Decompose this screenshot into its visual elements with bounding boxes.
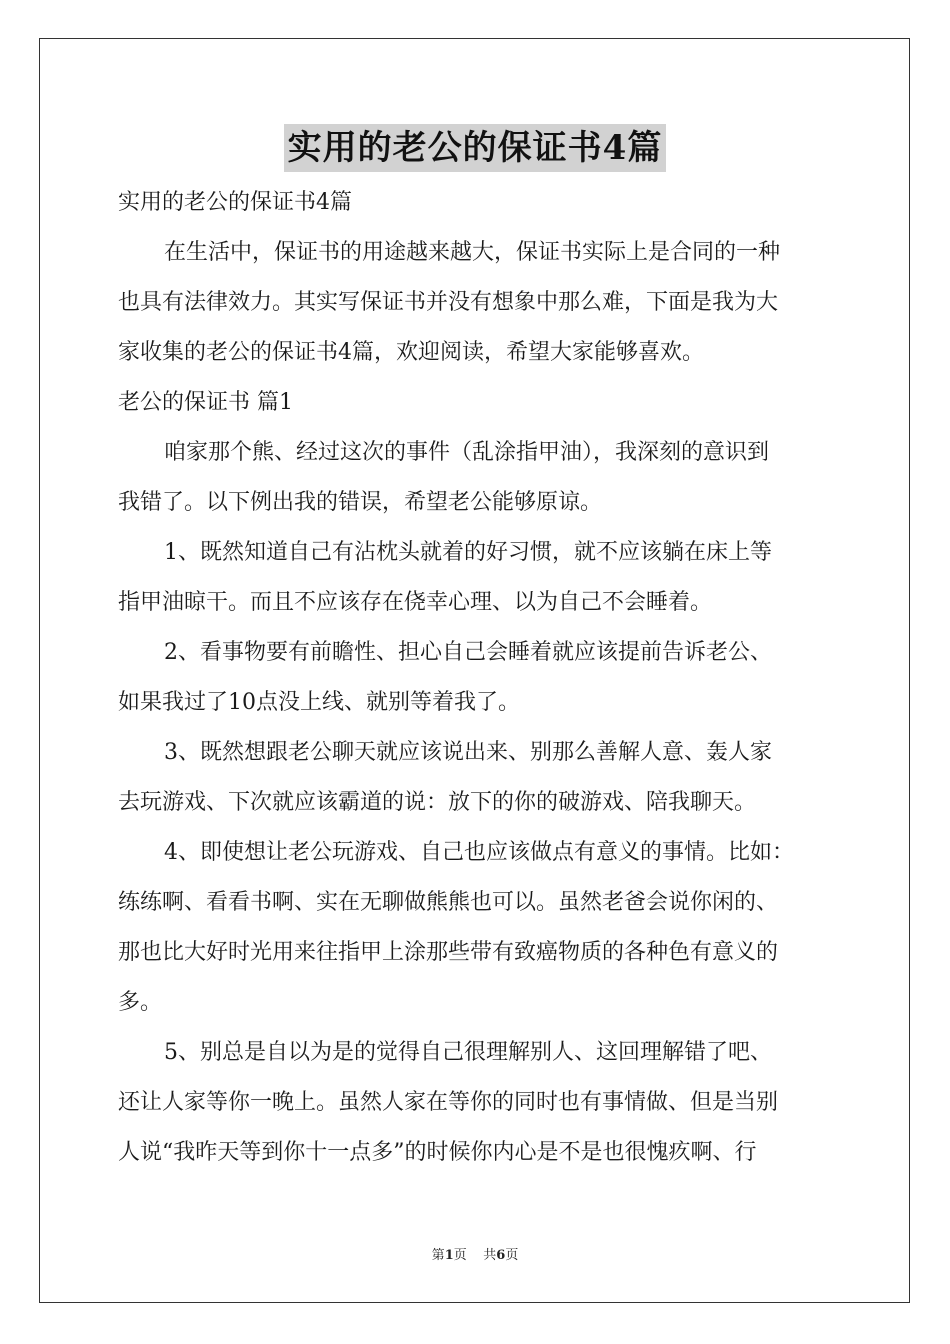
- text-line: 指甲油晾干。而且不应该存在侥幸心理、以为自己不会睡着。: [118, 590, 713, 615]
- footer-mid: 页 共: [453, 1248, 497, 1263]
- text-line: 多。: [118, 990, 163, 1015]
- text-line: 还让人家等你一晚上。虽然人家在等你的同时也有事情做、但是当别: [118, 1090, 779, 1115]
- text-line: 家收集的老公的保证书4篇，欢迎阅读，希望大家能够喜欢。: [118, 340, 704, 365]
- text-line: 咱家那个熊、经过这次的事件（乱涂指甲油），我深刻的意识到: [164, 440, 770, 465]
- document-title: 实用的老公的保证书4篇: [284, 124, 667, 172]
- text-line: 5、别总是自以为是的觉得自己很理解别人、这回理解错了吧、: [164, 1040, 772, 1065]
- text-line: 那也比大好时光用来往指甲上涂那些带有致癌物质的各种色有意义的: [118, 940, 779, 965]
- footer-suffix: 页: [505, 1248, 519, 1263]
- footer-prefix: 第: [431, 1248, 445, 1263]
- text-line: 我错了。以下例出我的错误，希望老公能够原谅。: [118, 490, 603, 515]
- title-area: [0, 124, 950, 172]
- text-line: 人说“我昨天等到你十一点多”的时候你内心是不是也很愧疚啊、行: [118, 1140, 757, 1165]
- total-pages-number: 6: [496, 1248, 506, 1263]
- text-line: 实用的老公的保证书4篇: [118, 190, 352, 215]
- text-line: 也具有法律效力。其实写保证书并没有想象中那么难，下面是我为大: [118, 290, 779, 315]
- page-footer: [0, 1244, 950, 1263]
- document-body: [118, 178, 838, 1178]
- text-line: 4、即使想让老公玩游戏、自己也应该做点有意义的事情。比如：: [164, 840, 794, 865]
- text-line: 2、看事物要有前瞻性、担心自己会睡着就应该提前告诉老公、: [164, 640, 772, 665]
- text-line: 去玩游戏、下次就应该霸道的说：放下的你的破游戏、陪我聊天。: [118, 790, 757, 815]
- text-line: 如果我过了10点没上线、就别等着我了。: [118, 690, 520, 715]
- text-line: 在生活中，保证书的用途越来越大，保证书实际上是合同的一种: [164, 240, 781, 265]
- text-line: 老公的保证书 篇1: [118, 390, 293, 415]
- text-line: 3、既然想跟老公聊天就应该说出来、别那么善解人意、轰人家: [164, 740, 772, 765]
- text-line: 练练啊、看看书啊、实在无聊做熊熊也可以。虽然老爸会说你闲的、: [118, 890, 779, 915]
- text-line: 1、既然知道自己有沾枕头就着的好习惯，就不应该躺在床上等: [164, 540, 772, 565]
- current-page-number: 1: [444, 1248, 454, 1263]
